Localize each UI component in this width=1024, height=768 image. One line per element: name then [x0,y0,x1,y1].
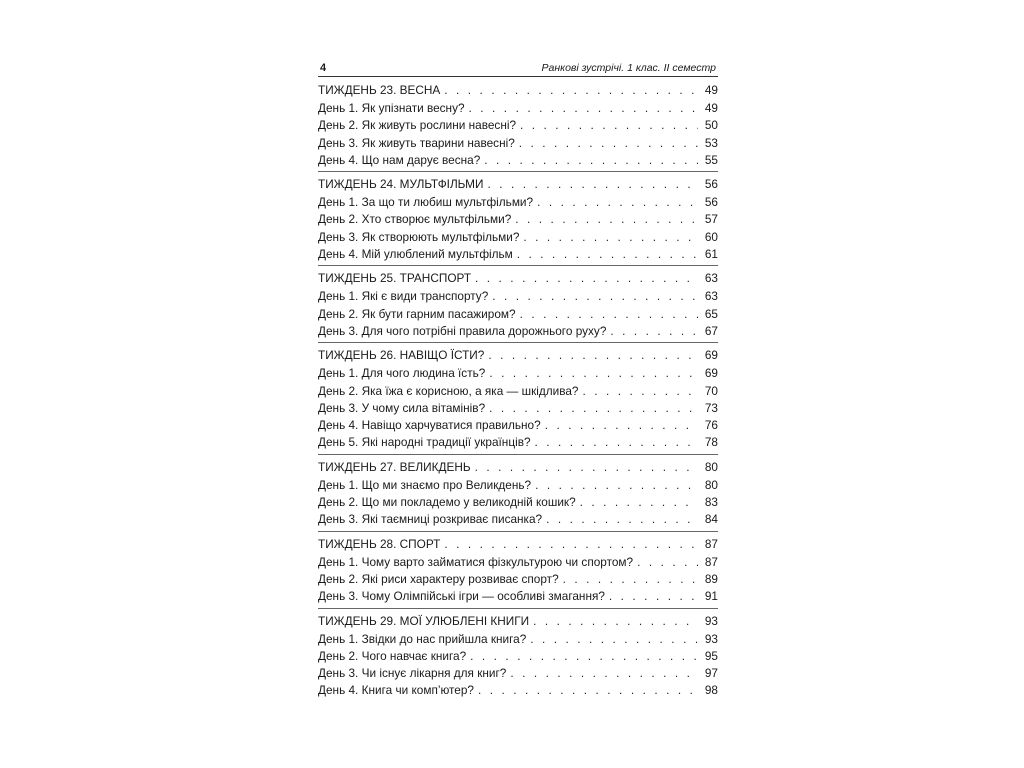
toc-day-entry [318,152,718,169]
toc-week-label: ТИЖДЕНЬ 27. ВЕЛИКДЕНЬ [318,459,471,474]
toc-page-number: 49 [704,101,718,115]
dot-leader [523,229,698,246]
toc-page-number: 63 [704,271,718,286]
toc-page-number: 63 [704,289,718,304]
toc-day-entry [318,100,718,117]
toc-week-entry [318,269,718,288]
toc-page-number: 83 [704,495,718,510]
toc-day-label: День 1. Як упізнати весну? [318,101,465,115]
toc-section-week-26 [318,346,718,454]
toc-page-number: 93 [704,631,718,646]
toc-day-entry [318,135,718,152]
toc-day-entry [318,229,718,246]
toc-section-week-27 [318,458,718,532]
toc-day-entry [318,194,718,211]
toc-day-entry [318,571,718,588]
dot-leader [546,511,698,528]
dot-leader [488,346,698,365]
toc-page-number: 56 [704,177,718,192]
toc-week-entry [318,612,718,631]
dot-leader [484,152,698,169]
dot-leader [469,100,698,117]
dot-leader [610,323,698,340]
toc-day-entry [318,434,718,451]
dot-leader [609,588,698,605]
toc-day-label: День 4. Що нам дарує весна? [318,152,481,167]
dot-leader [520,117,698,134]
toc-week-label: ТИЖДЕНЬ 26. НАВІЩО ЇСТИ? [318,348,485,363]
toc-day-label: День 4. Книга чи комп’ютер? [318,683,474,698]
toc-day-entry [318,323,718,340]
toc-page-number: 50 [704,118,718,133]
toc-day-entry [318,211,718,228]
toc-day-entry [318,494,718,511]
toc-page-number: 70 [704,383,718,398]
toc-page-number: 61 [704,247,718,262]
toc-day-label: День 3. Як створюють мультфільми? [318,229,520,244]
dot-leader [580,494,698,511]
toc-page-number: 76 [704,418,718,433]
toc-section-week-24 [318,175,718,266]
toc-page-number: 87 [704,536,718,551]
dot-leader [583,383,699,400]
toc-page-number: 87 [704,554,718,569]
toc-page-number: 67 [704,323,718,338]
toc-page-number: 78 [704,435,718,450]
dot-leader [563,571,698,588]
toc-day-entry [318,631,718,648]
toc-page-number: 49 [704,83,718,97]
toc-page-number: 89 [704,571,718,586]
toc-page-number: 80 [704,459,718,474]
toc-day-label: День 1. За що ти любиш мультфільми? [318,195,534,210]
toc-page-number: 93 [704,613,718,628]
toc-day-label: День 3. Чи існує лікарня для книг? [318,666,507,681]
dot-leader [475,269,698,288]
toc-page-number: 97 [704,666,718,681]
toc-day-entry [318,306,718,323]
toc-day-entry [318,665,718,682]
dot-leader [487,175,698,194]
toc-page-number: 98 [704,683,718,698]
toc-day-label: День 4. Навіщо харчуватися правильно? [318,418,541,433]
toc-day-entry [318,648,718,665]
toc-day-entry [318,588,718,605]
toc-week-entry [318,535,718,554]
page-header [318,56,718,77]
dot-leader [537,194,698,211]
toc-day-label: День 1. Які є види транспорту? [318,289,489,304]
toc-section-week-25 [318,269,718,343]
toc-day-label: День 4. Мій улюблений мультфільм [318,247,513,262]
dot-leader [535,434,698,451]
dot-leader [489,400,698,417]
toc-section-week-29 [318,612,718,702]
dot-leader [533,612,698,631]
dot-leader [519,135,698,152]
toc-day-label: День 1. Що ми знаємо про Великдень? [318,477,532,492]
toc-day-entry [318,365,718,382]
toc-day-entry [318,246,718,263]
toc-day-label: День 2. Хто створює мультфільми? [318,212,512,227]
toc-week-label: ТИЖДЕНЬ 28. СПОРТ [318,536,441,551]
toc-week-label: ТИЖДЕНЬ 23. ВЕСНА [318,83,441,97]
toc-day-label: День 3. У чому сила вітамінів? [318,400,486,415]
table-of-contents [318,81,718,702]
book-page [318,56,718,705]
dot-leader [535,477,698,494]
toc-page-number: 69 [704,348,718,363]
dot-leader [517,246,698,263]
toc-day-label: День 3. Як живуть тварини навесні? [318,135,515,150]
dot-leader [475,458,698,477]
toc-page-number: 69 [704,366,718,381]
dot-leader [637,554,698,571]
toc-day-entry [318,288,718,305]
toc-page-number: 73 [704,400,718,415]
dot-leader [444,81,698,100]
toc-page-number: 95 [704,648,718,663]
toc-section-week-23 [318,81,718,172]
toc-page-number: 57 [704,212,718,227]
toc-page-number: 55 [704,152,718,167]
dot-leader [444,535,698,554]
dot-leader [470,648,698,665]
toc-day-entry [318,477,718,494]
toc-section-week-28 [318,535,718,609]
toc-week-entry [318,346,718,365]
running-title: Ранкові зустрічі. 1 клас. ІІ семестр [541,62,716,74]
toc-week-label: ТИЖДЕНЬ 25. ТРАНСПОРТ [318,271,472,286]
toc-day-label: День 2. Яка їжа є корисною, а яка — шкідлива? [318,383,579,398]
dot-leader [545,417,698,434]
toc-week-label: ТИЖДЕНЬ 24. МУЛЬТФІЛЬМИ [318,177,484,192]
toc-day-label: День 2. Як живуть рослини навесні? [318,118,517,133]
toc-day-label: День 1. Звідки до нас прийшла книга? [318,631,527,646]
toc-week-entry [318,81,718,100]
dot-leader [520,306,698,323]
toc-day-entry [318,400,718,417]
toc-day-label: День 2. Як бути гарним пасажиром? [318,306,516,321]
toc-page-number: 60 [704,229,718,244]
toc-day-label: День 2. Чого навчає книга? [318,648,467,663]
toc-page-number: 65 [704,306,718,321]
toc-page-number: 91 [704,589,718,604]
dot-leader [510,665,698,682]
toc-day-label: День 1. Для чого людина їсть? [318,366,486,381]
dot-leader [492,288,698,305]
toc-day-entry [318,682,718,699]
toc-day-entry [318,117,718,134]
toc-page-number: 56 [704,195,718,210]
toc-day-label: День 3. Які таємниці розкриває писанка? [318,512,543,527]
toc-day-entry [318,554,718,571]
toc-page-number: 53 [704,135,718,150]
toc-day-label: День 3. Чому Олімпійські ігри — особливі змагання? [318,589,605,604]
toc-page-number: 84 [704,512,718,527]
toc-day-entry [318,383,718,400]
dot-leader [478,682,698,699]
dot-leader [515,211,698,228]
toc-day-label: День 3. Для чого потрібні правила дорожнього руху? [318,323,607,338]
toc-day-label: День 5. Які народні традиції українців? [318,435,531,450]
toc-day-entry [318,511,718,528]
toc-week-label: ТИЖДЕНЬ 29. МОЇ УЛЮБЛЕНІ КНИГИ [318,613,530,628]
toc-week-entry [318,175,718,194]
toc-day-label: День 2. Що ми покладемо у великодній кошик? [318,495,576,510]
toc-day-entry [318,417,718,434]
toc-page-number: 80 [704,477,718,492]
toc-week-entry [318,458,718,477]
toc-day-label: День 1. Чому варто займатися фізкультурою чи спортом? [318,554,634,569]
dot-leader [489,365,698,382]
page-number: 4 [320,62,327,74]
toc-day-label: День 2. Які риси характеру розвиває спорт? [318,571,559,586]
dot-leader [530,631,698,648]
